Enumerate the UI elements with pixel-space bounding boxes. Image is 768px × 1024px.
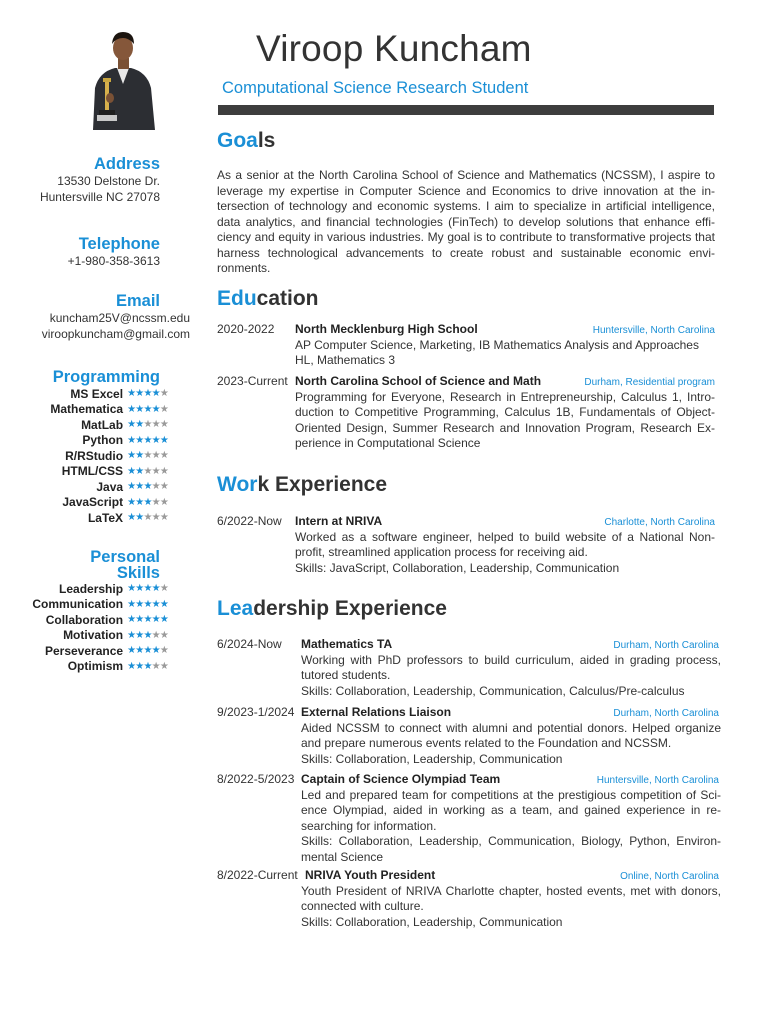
entry-skills: Skills: Collaboration, Leadership, Communication xyxy=(301,751,563,766)
entry-body xyxy=(301,653,721,700)
star-icon: ★ xyxy=(127,583,137,595)
entry-description: Worked as a software engineer, helped to build website of a National Non-profit, streamlined application process for receiving aid. xyxy=(295,529,715,559)
skill-name: Collaboration xyxy=(45,612,124,627)
work-experience-heading xyxy=(217,473,387,497)
star-icon: ★ xyxy=(143,645,153,657)
star-icon: ★ xyxy=(159,629,169,641)
work-heading-highlight: Wor xyxy=(217,473,258,496)
star-icon: ★ xyxy=(135,481,145,493)
star-icon: ★ xyxy=(127,388,137,400)
entry-title: North Mecklenburg High School xyxy=(295,322,478,336)
entry-date: 2023-Current xyxy=(217,374,288,388)
star-icon: ★ xyxy=(135,629,145,641)
address-line-1: 13530 Delstone Dr. xyxy=(57,174,160,188)
star-icon: ★ xyxy=(151,419,161,431)
personal-skills-list xyxy=(0,581,168,674)
education-heading-rest: cation xyxy=(256,287,319,310)
skill-row xyxy=(0,495,168,511)
entry-skills: Skills: Collaboration, Leadership, Communication xyxy=(301,914,563,929)
star-icon: ★ xyxy=(127,614,137,626)
skill-row xyxy=(0,402,168,418)
star-icon: ★ xyxy=(135,496,145,508)
education-heading-highlight: Edu xyxy=(217,287,257,310)
star-icon: ★ xyxy=(143,481,153,493)
skill-rating xyxy=(127,466,168,477)
entry-location: Online, North Carolina xyxy=(620,871,719,882)
leadership-entry xyxy=(217,705,721,769)
skill-name: Python xyxy=(82,433,124,448)
star-icon: ★ xyxy=(151,598,161,610)
personal-skills-heading-line-1: Personal xyxy=(90,548,160,566)
star-icon: ★ xyxy=(159,419,169,431)
star-icon: ★ xyxy=(127,465,137,477)
star-icon: ★ xyxy=(135,512,145,524)
entry-date: 6/2024-Now xyxy=(217,637,282,651)
star-icon: ★ xyxy=(159,450,169,462)
star-icon: ★ xyxy=(135,583,145,595)
entry-location: Huntersville, North Carolina xyxy=(592,325,715,336)
skill-rating xyxy=(127,450,168,461)
goals-heading-rest: ls xyxy=(257,129,276,152)
star-icon: ★ xyxy=(159,465,169,477)
star-icon: ★ xyxy=(143,450,153,462)
address-block xyxy=(0,155,160,205)
skill-rating xyxy=(127,419,168,430)
star-icon: ★ xyxy=(127,645,137,657)
skill-row xyxy=(0,612,168,628)
leadership-experience-heading xyxy=(217,597,447,621)
star-icon: ★ xyxy=(151,450,161,462)
skill-name: R/RStudio xyxy=(65,448,124,463)
star-icon: ★ xyxy=(127,403,137,415)
skill-row xyxy=(0,464,168,480)
star-icon: ★ xyxy=(127,512,137,524)
entry-title: Captain of Science Olympiad Team xyxy=(301,772,501,786)
star-icon: ★ xyxy=(151,465,161,477)
skill-rating xyxy=(127,614,168,625)
skill-row xyxy=(0,510,168,526)
star-icon: ★ xyxy=(151,629,161,641)
skill-rating xyxy=(127,388,168,399)
skill-rating xyxy=(127,630,168,641)
star-icon: ★ xyxy=(127,434,137,446)
email-value-1[interactable]: kuncham25V@ncssm.edu xyxy=(49,311,190,325)
entry-description: Led and prepared team for competitions at the prestigious competition of Sci-ence Olympiad, aided in working as a team, and gained experience in re-searching for information. xyxy=(301,787,721,833)
star-icon: ★ xyxy=(143,434,153,446)
skill-row xyxy=(0,659,168,675)
entry-date: 2020-2022 xyxy=(217,322,275,336)
email-value-2[interactable]: viroopkuncham@gmail.com xyxy=(41,326,190,341)
entry-title: Intern at NRIVA xyxy=(295,514,383,528)
star-icon: ★ xyxy=(159,583,169,595)
skill-row xyxy=(0,581,168,597)
skill-rating xyxy=(127,435,168,446)
star-icon: ★ xyxy=(127,598,137,610)
star-icon: ★ xyxy=(143,614,153,626)
address-line-2: Huntersville NC 27078 xyxy=(39,189,160,204)
entry-skills: Skills: JavaScript, Collaboration, Leadership, Communication xyxy=(295,560,620,575)
entry-title: Mathematics TA xyxy=(301,637,393,651)
programming-heading: Programming xyxy=(52,368,160,386)
star-icon: ★ xyxy=(159,496,169,508)
entry-body xyxy=(301,884,721,931)
star-icon: ★ xyxy=(135,598,145,610)
person-name: Viroop Kuncham xyxy=(256,28,532,69)
programming-skills-list xyxy=(0,386,168,526)
star-icon: ★ xyxy=(143,512,153,524)
skill-row xyxy=(0,628,168,644)
leadership-heading-rest: dership Experience xyxy=(253,597,447,620)
education-heading xyxy=(217,287,319,311)
star-icon: ★ xyxy=(159,403,169,415)
entry-location: Durham, North Carolina xyxy=(613,708,719,719)
entry-description: Youth President of NRIVA Charlotte chapter, hosted events, met with donors, connected with culture. xyxy=(301,883,721,913)
entry-description: Aided NCSSM to connect with alumni and potential donors. Helped organize and prepare numerous events related to the Foundation and NCSSM. xyxy=(301,720,721,750)
skill-name: Mathematica xyxy=(50,402,124,417)
star-icon: ★ xyxy=(135,434,145,446)
skill-row xyxy=(0,448,168,464)
skill-rating xyxy=(127,661,168,672)
star-icon: ★ xyxy=(135,419,145,431)
telephone-value[interactable]: +1-980-358-3613 xyxy=(67,254,160,268)
star-icon: ★ xyxy=(159,512,169,524)
star-icon: ★ xyxy=(135,450,145,462)
skill-name: Motivation xyxy=(63,628,124,643)
education-entry xyxy=(217,322,717,372)
skill-row xyxy=(0,643,168,659)
entry-date: 6/2022-Now xyxy=(217,514,282,528)
skill-name: Java xyxy=(96,479,124,494)
skill-name: LaTeX xyxy=(87,510,124,525)
star-icon: ★ xyxy=(127,629,137,641)
star-icon: ★ xyxy=(127,450,137,462)
entry-body xyxy=(295,530,715,577)
goals-heading-highlight: Goa xyxy=(217,129,258,152)
entry-skills: Skills: Collaboration, Leadership, Communication, Calculus/Pre-calculus xyxy=(301,683,685,698)
skill-name: MatLab xyxy=(81,417,124,432)
star-icon: ★ xyxy=(159,614,169,626)
star-icon: ★ xyxy=(127,496,137,508)
entry-title: External Relations Liaison xyxy=(301,705,452,719)
skill-row xyxy=(0,386,168,402)
star-icon: ★ xyxy=(143,660,153,672)
goals-text: As a senior at the North Carolina School of Science and Mathematics (NCSSM), I aspire to leverage my expertise in Computer Science and Economics to drive innovation at the in-tersection of technology and economic systems. I aim to specialize in artificial intelligence, data analytics, and financial technologies (FinTech) to develop solutions that enhance effi-ciency and equity in various industries. My goal is to contribute to transformative projects that harness technological advancements to create robust and sustainable economic envi-ronments. xyxy=(217,168,715,275)
star-icon: ★ xyxy=(151,434,161,446)
skill-rating xyxy=(127,404,168,415)
star-icon: ★ xyxy=(135,388,145,400)
personal-skills-heading-block xyxy=(0,548,160,582)
star-icon: ★ xyxy=(135,660,145,672)
work-heading-rest: k Experience xyxy=(257,473,388,496)
entry-body xyxy=(301,788,721,866)
work-entry xyxy=(217,514,717,578)
entry-skills: Skills: Collaboration, Leadership, Communication, Biology, Python, Environ-mental Science xyxy=(301,834,721,864)
programming-heading-block xyxy=(0,368,160,386)
skill-name: Leadership xyxy=(59,581,124,596)
person-subtitle: Computational Science Research Student xyxy=(222,79,529,97)
entry-description: Working with PhD professors to build curriculum, aided in grading process, tutored students. xyxy=(301,652,721,682)
star-icon: ★ xyxy=(143,629,153,641)
star-icon: ★ xyxy=(151,481,161,493)
entry-title: North Carolina School of Science and Math xyxy=(295,374,542,388)
entry-body xyxy=(301,721,721,768)
profile-photo xyxy=(85,26,161,130)
star-icon: ★ xyxy=(143,496,153,508)
skill-rating xyxy=(127,645,168,656)
star-icon: ★ xyxy=(151,660,161,672)
entry-body: AP Computer Science, Marketing, IB Mathematics Analysis and Approaches HL, Mathematics 3 xyxy=(295,337,699,367)
personal-skills-heading-line-2: Skills xyxy=(116,564,160,582)
star-icon: ★ xyxy=(135,645,145,657)
goals-heading xyxy=(217,129,275,153)
email-heading: Email xyxy=(115,292,160,310)
address-heading: Address xyxy=(93,155,160,173)
skill-row xyxy=(0,597,168,613)
telephone-heading: Telephone xyxy=(78,235,160,253)
skill-rating xyxy=(127,481,168,492)
star-icon: ★ xyxy=(151,403,161,415)
star-icon: ★ xyxy=(135,465,145,477)
star-icon: ★ xyxy=(159,481,169,493)
skill-name: Communication xyxy=(32,597,124,612)
star-icon: ★ xyxy=(143,388,153,400)
entry-title: NRIVA Youth President xyxy=(305,868,436,882)
skill-row xyxy=(0,433,168,449)
star-icon: ★ xyxy=(135,614,145,626)
skill-rating xyxy=(127,512,168,523)
email-block xyxy=(0,292,190,342)
star-icon: ★ xyxy=(143,403,153,415)
star-icon: ★ xyxy=(127,419,137,431)
skill-row xyxy=(0,417,168,433)
skill-name: Perseverance xyxy=(44,643,124,658)
star-icon: ★ xyxy=(151,583,161,595)
star-icon: ★ xyxy=(159,660,169,672)
entry-location: Durham, North Carolina xyxy=(613,640,719,651)
star-icon: ★ xyxy=(159,645,169,657)
skill-name: Optimism xyxy=(67,659,124,674)
education-entry xyxy=(217,374,717,454)
header-divider-bar xyxy=(218,105,714,115)
star-icon: ★ xyxy=(143,598,153,610)
skill-name: MS Excel xyxy=(70,386,124,401)
skill-rating xyxy=(127,599,168,610)
entry-date: 9/2023-1/2024 xyxy=(217,705,295,719)
skill-rating xyxy=(127,583,168,594)
star-icon: ★ xyxy=(143,583,153,595)
star-icon: ★ xyxy=(159,388,169,400)
star-icon: ★ xyxy=(151,496,161,508)
entry-date: 8/2022-5/2023 xyxy=(217,772,295,786)
star-icon: ★ xyxy=(135,403,145,415)
telephone-block xyxy=(0,235,160,270)
leadership-entry xyxy=(217,868,721,932)
entry-location: Durham, Residential program xyxy=(584,377,715,388)
star-icon: ★ xyxy=(151,388,161,400)
star-icon: ★ xyxy=(159,434,169,446)
leadership-entry xyxy=(217,772,721,866)
entry-location: Charlotte, North Carolina xyxy=(604,517,715,528)
entry-date: 8/2022-Current xyxy=(217,868,298,882)
skill-row xyxy=(0,479,168,495)
entry-location: Huntersville, North Carolina xyxy=(596,775,719,786)
star-icon: ★ xyxy=(151,512,161,524)
star-icon: ★ xyxy=(159,598,169,610)
skill-name: JavaScript xyxy=(62,495,124,510)
star-icon: ★ xyxy=(143,419,153,431)
skill-rating xyxy=(127,497,168,508)
star-icon: ★ xyxy=(151,645,161,657)
leadership-entry xyxy=(217,637,721,701)
leadership-heading-highlight: Lea xyxy=(217,597,254,620)
star-icon: ★ xyxy=(127,660,137,672)
star-icon: ★ xyxy=(143,465,153,477)
star-icon: ★ xyxy=(151,614,161,626)
entry-body: Programming for Everyone, Research in Entrepreneurship, Calculus 1, Intro-duction to Competitive Programming, Calculus 1B, Fundamentals of Object-Oriented Design, Summer Research and Innovation Program, Research Ex-perience in Computational Science xyxy=(295,389,715,450)
skill-name: HTML/CSS xyxy=(61,464,124,479)
star-icon: ★ xyxy=(127,481,137,493)
